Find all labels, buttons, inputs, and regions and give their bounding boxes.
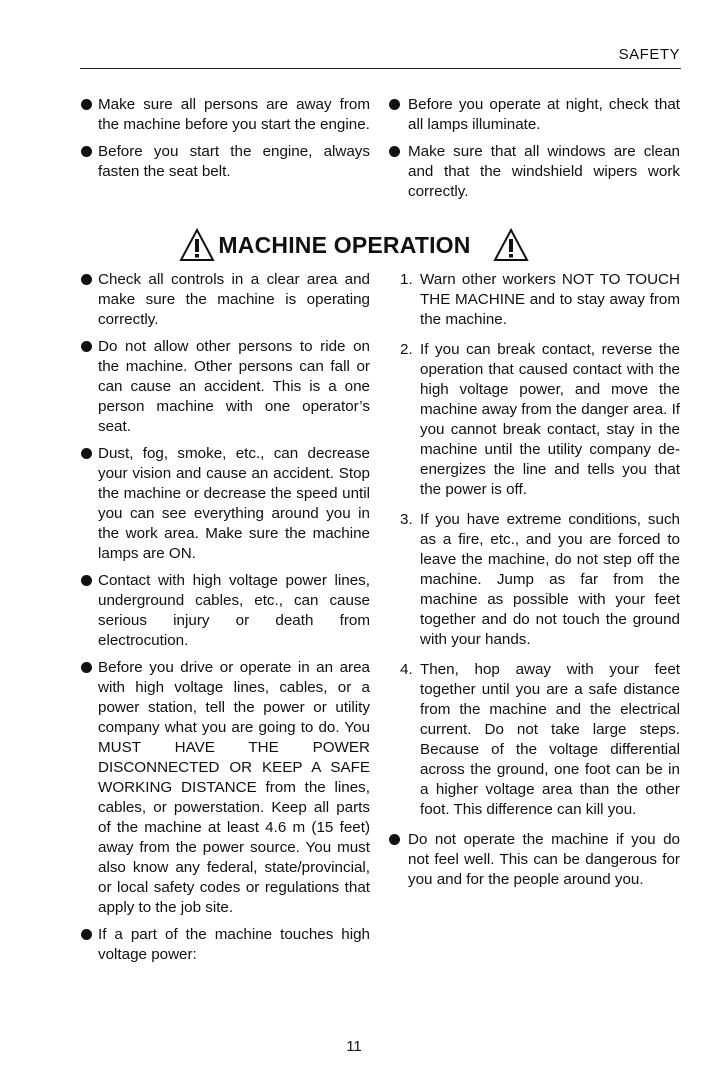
bullet-icon (81, 99, 92, 110)
bullet-item (80, 444, 370, 564)
bullet-item (80, 571, 370, 651)
bullet-text: Contact with high voltage power lines, underground cables, etc., can cause serious injury or death from electrocution. (98, 572, 370, 649)
bullet-item (80, 95, 370, 135)
bullet-icon (389, 99, 400, 110)
bullet-text: Before you operate at night, check that all lamps illuminate. (408, 96, 680, 133)
bullet-icon (81, 146, 92, 157)
bullet-text: Before you drive or operate in an area with high voltage lines, cables, or a power station, tell the power or utility company what you are going to do. You MUST HAVE THE POWER DISCONNECTED OR KEEP A SAFE WORKING DISTANCE from the lines, cables, or powerstation. Keep all parts of the machine at least 4.6 m (15 feet) away from the power source. You must also know any federal, state/provincial, or local safety codes or regulations that apply to the job site. (98, 659, 370, 916)
step-text: Then, hop away with your feet together until you are a safe distance from the machine and the electrical current. Do not take large steps. Because of the voltage differential across the ground, one foot can be in a higher voltage area than the other foot. This difference can kill you. (420, 661, 680, 818)
bullet-text: Make sure that all windows are clean and that the windshield wipers work correctly. (408, 143, 680, 200)
top-right-column (388, 95, 680, 209)
bullet-item (80, 337, 370, 437)
bullet-text: Do not allow other persons to ride on the machine. Other persons can fall or can cause an accident. This is a one person machine with one operator’s seat. (98, 338, 370, 435)
bullet-icon (81, 662, 92, 673)
step-number: 3. (400, 511, 413, 528)
header-divider (80, 68, 681, 69)
bullet-icon (389, 146, 400, 157)
bullet-item (80, 925, 370, 965)
step-number: 4. (400, 661, 413, 678)
bullet-icon (81, 929, 92, 940)
section-title-text: MACHINE OPERATION (218, 231, 471, 258)
bullet-item (80, 270, 370, 330)
bullet-icon (81, 274, 92, 285)
bullet-icon (81, 448, 92, 459)
bullet-item (388, 830, 680, 890)
step-text: If you have extreme conditions, such as a fire, etc., and you are forced to leave the machine, do not step off the machine. Jump as far from the machine as possible with your feet together and do not touch the ground with your hands. (420, 511, 680, 648)
bullet-icon (81, 575, 92, 586)
numbered-step (388, 510, 680, 650)
main-right-column (388, 270, 680, 897)
section-title (0, 228, 708, 262)
bullet-item (388, 95, 680, 135)
step-number: 1. (400, 271, 413, 288)
numbered-step (388, 340, 680, 500)
page-number: 11 (346, 1038, 362, 1055)
step-text: Warn other workers NOT TO TOUCH THE MACHINE and to stay away from the machine. (420, 271, 680, 328)
warning-triangle-icon (493, 228, 529, 262)
bullet-item (388, 142, 680, 202)
step-text: If you can break contact, reverse the operation that caused contact with the high voltage power, and move the machine away from the danger area. If you cannot break contact, stay in the machine until the utility company de-energizes the line and tells you that the power is off. (420, 341, 681, 498)
warning-triangle-icon (179, 228, 215, 262)
bullet-text: Check all controls in a clear area and make sure the machine is operating correctly. (98, 271, 370, 328)
main-left-column (80, 270, 370, 972)
section-header: SAFETY (618, 46, 680, 63)
numbered-step (388, 660, 680, 820)
bullet-item (80, 142, 370, 182)
bullet-text: Before you start the engine, always fasten the seat belt. (98, 143, 370, 180)
step-number: 2. (400, 341, 413, 358)
numbered-step (388, 270, 680, 330)
bullet-icon (81, 341, 92, 352)
bullet-text: If a part of the machine touches high voltage power: (98, 926, 370, 963)
bullet-item (80, 658, 370, 918)
bullet-text: Dust, fog, smoke, etc., can decrease your vision and cause an accident. Stop the machine or decrease the speed until you can see everything around you in the work area. Make sure the machine lamps are ON. (98, 445, 370, 562)
top-left-column (80, 95, 370, 189)
bullet-text: Make sure all persons are away from the machine before you start the engine. (98, 96, 370, 133)
bullet-icon (389, 834, 400, 845)
bullet-text: Do not operate the machine if you do not feel well. This can be dangerous for you and for the people around you. (408, 831, 680, 888)
